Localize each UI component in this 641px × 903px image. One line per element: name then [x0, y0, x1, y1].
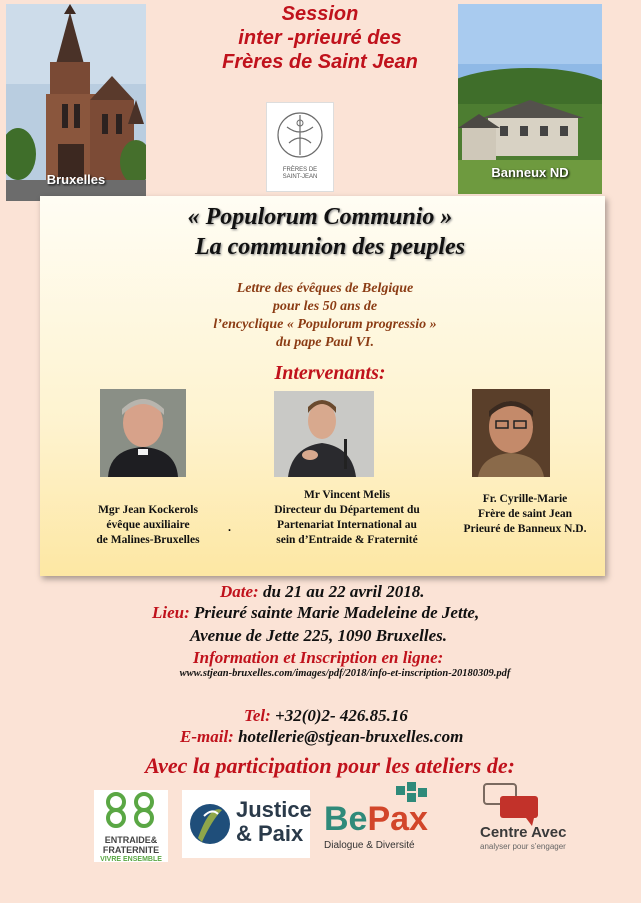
- letter-line: Lettre des évêques de Belgique: [236, 281, 414, 296]
- emblem-text-line: FRÈRES DE: [282, 167, 318, 173]
- portrait-kockerols: [100, 389, 186, 477]
- letter-line: du pape Paul VI.: [275, 335, 374, 350]
- bepax-logo: [322, 782, 450, 858]
- emblem-text-line: SAINT-JEAN: [282, 174, 318, 180]
- session-title-line: Session: [281, 3, 359, 25]
- centre-avec-logo: [476, 782, 586, 858]
- entraide-fraternite-logo: [94, 790, 168, 862]
- place-label: Lieu:: [152, 603, 190, 622]
- entraide-text-line: ENTRAIDE&: [104, 835, 158, 845]
- speaker-photo-melis: [274, 391, 374, 477]
- speaker-line: de Malines-Bruxelles: [96, 534, 200, 546]
- banneux-caption: Banneux ND: [491, 165, 569, 180]
- emblem-text: [267, 167, 333, 181]
- centre-avec-title: Centre Avec: [480, 824, 567, 841]
- justice-text: Justice: [236, 797, 312, 822]
- intervenants-heading: Intervenants:: [274, 362, 386, 384]
- place-line: [152, 603, 479, 623]
- emblem-icon: [267, 103, 333, 165]
- speaker-line: Mgr Jean Kockerols: [98, 504, 198, 516]
- speaker-photo-kockerols: [100, 389, 186, 477]
- inscription-heading: Information et Inscription en ligne:: [193, 648, 444, 667]
- title-communion-des-peuples: La communion des peuples: [194, 234, 465, 260]
- tel-line: [244, 706, 408, 726]
- justice-paix-mark-icon: [188, 794, 232, 854]
- centre-avec-tagline: analyser pour s’engager: [480, 842, 566, 851]
- entraide-mark-icon: [94, 790, 168, 830]
- session-title: [150, 2, 490, 74]
- email-line: [180, 727, 463, 747]
- tel-value: +32(0)2- 426.85.16: [270, 706, 408, 725]
- entraide-tagline: VIVRE ENSEMBLE: [100, 856, 162, 863]
- speech-bubbles-icon: [482, 782, 542, 826]
- bepax-pax-text: Pax: [367, 800, 428, 838]
- freres-saint-jean-emblem: [266, 102, 334, 192]
- speaker-line: Fr. Cyrille-Marie: [482, 493, 568, 505]
- speaker-line: Partenariat International au: [277, 519, 417, 531]
- separator-dot: .: [228, 520, 231, 534]
- speaker-photo-cyrille-marie: [472, 389, 550, 477]
- date-label: Date:: [220, 582, 259, 601]
- session-title-line: inter -prieuré des: [238, 27, 402, 49]
- speaker-line: Prieuré de Banneux N.D.: [463, 523, 587, 535]
- speaker-line: Mr Vincent Melis: [303, 489, 391, 501]
- bruxelles-caption: Bruxelles: [46, 172, 106, 187]
- letter-line: l’encyclique « Populorum progressio »: [213, 317, 437, 332]
- speaker-line: sein d’Entraide & Fraternité: [276, 534, 418, 546]
- bepax-tagline: Dialogue & Diversité: [324, 840, 415, 851]
- entraide-text-line: FRATERNITE: [102, 845, 160, 855]
- bruxelles-church-photo: [6, 4, 146, 201]
- date-line: [220, 582, 425, 602]
- partners-heading: Avec la participation pour les ateliers de:: [145, 753, 515, 778]
- speaker-line: évêque auxiliaire: [106, 519, 190, 531]
- email-label: E-mail:: [180, 727, 234, 746]
- paix-text: & Paix: [236, 821, 304, 846]
- banneux-photo: [458, 4, 602, 194]
- title-populorum-communio: « Populorum Communio »: [187, 204, 453, 230]
- date-value: du 21 au 22 avril 2018.: [258, 582, 425, 601]
- tel-label: Tel:: [244, 706, 271, 725]
- letter-line: pour les 50 ans de: [272, 299, 378, 314]
- inscription-url[interactable]: www.stjean-bruxelles.com/images/pdf/2018/info-et-inscription-20180309.pdf: [179, 668, 511, 679]
- email-value[interactable]: hotellerie@stjean-bruxelles.com: [233, 727, 464, 746]
- speaker-line: Frère de saint Jean: [477, 508, 572, 520]
- portrait-melis: [274, 391, 374, 477]
- session-title-line: Frères de Saint Jean: [222, 51, 418, 73]
- speaker-info-kockerols: [70, 503, 226, 548]
- speaker-line: Directeur du Département du: [274, 504, 420, 516]
- address-line: Avenue de Jette 225, 1090 Bruxelles.: [190, 626, 448, 645]
- speaker-info-cyrille-marie: [440, 492, 610, 537]
- speaker-info-melis: [252, 488, 442, 548]
- place-value: Prieuré sainte Marie Madeleine de Jette,: [189, 603, 480, 622]
- portrait-cyrille-marie: [472, 389, 550, 477]
- letter-description: [180, 280, 470, 352]
- justice-paix-logo: [182, 790, 310, 858]
- bepax-be-text: Be: [324, 800, 368, 838]
